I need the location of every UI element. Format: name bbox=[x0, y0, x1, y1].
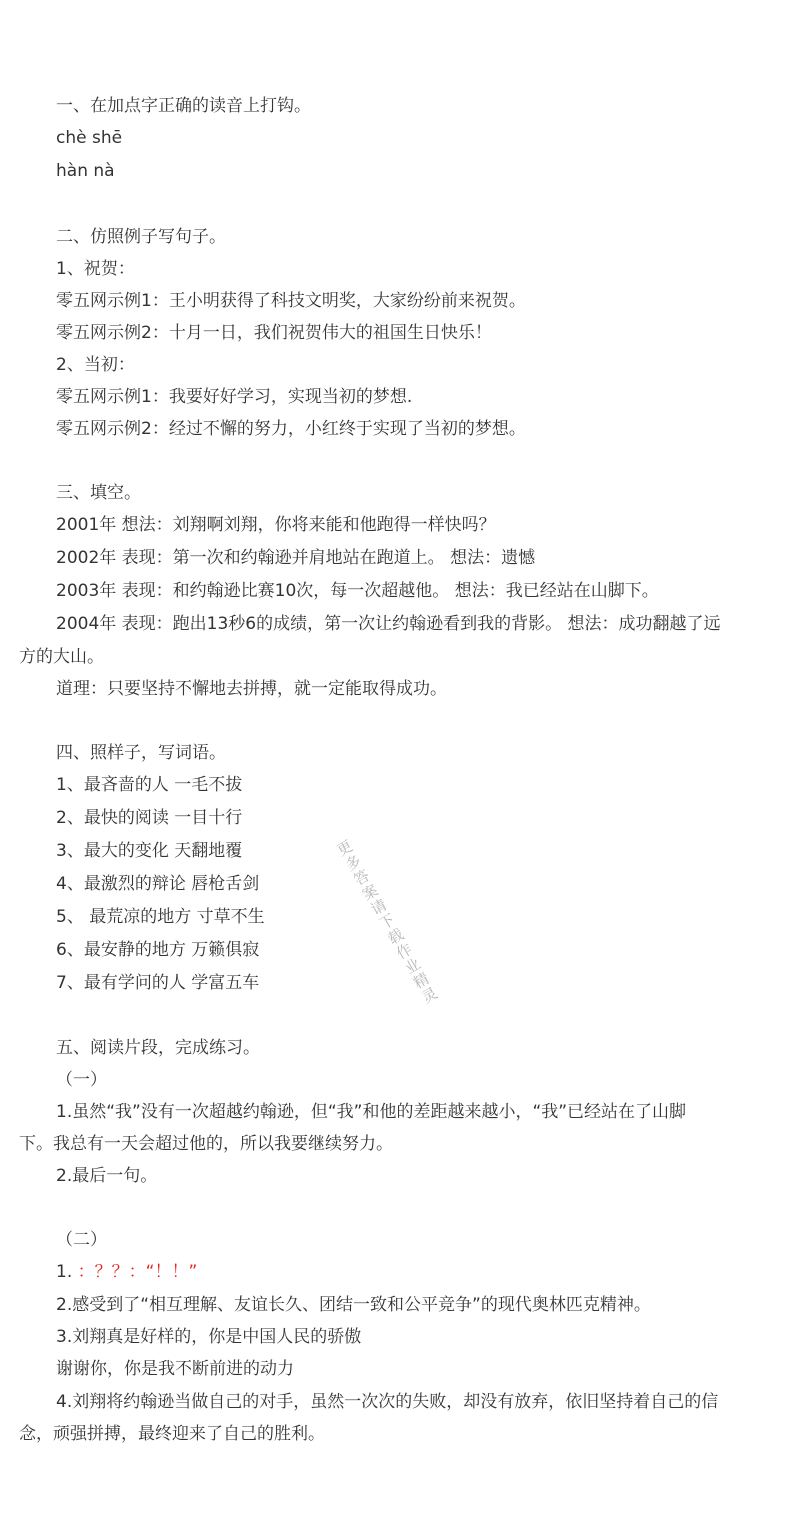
part2-answer-4b: 念，顽强拼搏，最终迎来了自己的胜利。 bbox=[19, 1424, 325, 1444]
section3-row-2002: 2002年 表现：第一次和约翰逊并肩地站在跑道上。 想法：遗憾 bbox=[56, 548, 536, 568]
section2-q2: 2、当初： bbox=[56, 355, 135, 375]
section4-item: 3、最大的变化 天翻地覆 bbox=[56, 841, 243, 861]
section5-title: 五、阅读片段，完成练习。 bbox=[56, 1038, 260, 1058]
section4-item: 5、 最荒凉的地方 寸草不生 bbox=[56, 907, 265, 927]
part1-answer-2: 2.最后一句。 bbox=[56, 1166, 158, 1186]
watermark-text: 更多答案请下载作业精灵 bbox=[332, 837, 442, 1008]
part2-answer-1 bbox=[56, 1260, 197, 1284]
part2-answer-1-number: 1. bbox=[56, 1262, 73, 1282]
section3-title: 三、填空。 bbox=[56, 483, 141, 503]
part2-answer-3a: 3.刘翔真是好样的，你是中国人民的骄傲 bbox=[56, 1327, 362, 1347]
pinyin-line-2: hàn nà bbox=[56, 161, 115, 181]
section3-row-2004-a: 2004年 表现：跑出13秒6的成绩，第一次让约翰逊看到我的背影。 想法：成功翻越了远 bbox=[56, 614, 721, 634]
pinyin-line-1: chè shē bbox=[56, 128, 123, 148]
section4-item: 7、最有学问的人 学富五车 bbox=[56, 973, 260, 993]
section4-item: 1、最吝啬的人 一毛不拔 bbox=[56, 775, 243, 795]
section2-q2-example-1: 零五网示例1：我要好好学习，实现当初的梦想. bbox=[56, 387, 413, 407]
section3-row-2003: 2003年 表现：和约翰逊比赛10次，每一次超越他。 想法：我已经站在山脚下。 bbox=[56, 581, 659, 601]
part1-answer-1b: 下。我总有一天会超过他的，所以我要继续努力。 bbox=[19, 1134, 393, 1154]
part1-label: （一） bbox=[56, 1070, 107, 1090]
part2-answer-4a: 4.刘翔将约翰逊当做自己的对手，虽然一次次的失败，却没有放弃，依旧坚持着自己的信 bbox=[56, 1392, 719, 1412]
section1-title: 一、在加点字正确的读音上打钩。 bbox=[56, 96, 311, 116]
section3-reason: 道理：只要坚持不懈地去拼搏，就一定能取得成功。 bbox=[56, 679, 447, 699]
part2-answer-3b: 谢谢你，你是我不断前进的动力 bbox=[56, 1359, 294, 1379]
part1-answer-1a: 1.虽然“我”没有一次超越约翰逊，但“我”和他的差距越来越小，“我”已经站在了山脚 bbox=[56, 1102, 687, 1122]
section4-item: 6、最安静的地方 万籁俱寂 bbox=[56, 940, 260, 960]
section4-item: 2、最快的阅读 一目十行 bbox=[56, 808, 243, 828]
part2-label: （二） bbox=[56, 1230, 107, 1250]
section4-title: 四、照样子，写词语。 bbox=[56, 743, 226, 763]
section3-row-2004-b: 方的大山。 bbox=[19, 647, 104, 667]
section3-row-2001: 2001年 想法：刘翔啊刘翔，你将来能和他跑得一样快吗？ bbox=[56, 515, 496, 535]
section2-q2-example-2: 零五网示例2：经过不懈的努力，小红终于实现了当初的梦想。 bbox=[56, 419, 526, 439]
section2-q1-example-2: 零五网示例2：十月一日，我们祝贺伟大的祖国生日快乐！ bbox=[56, 323, 492, 343]
part2-answer-2: 2.感受到了“相互理解、友谊长久、团结一致和公平竞争”的现代奥林匹克精神。 bbox=[56, 1295, 651, 1315]
section2-title: 二、仿照例子写句子。 bbox=[56, 227, 226, 247]
section2-q1-example-1: 零五网示例1：王小明获得了科技文明奖，大家纷纷前来祝贺。 bbox=[56, 291, 526, 311]
section4-item: 4、最激烈的辩论 唇枪舌剑 bbox=[56, 874, 260, 894]
section2-q1: 1、祝贺： bbox=[56, 259, 135, 279]
part2-answer-1-punctuation: ：？？：“！！” bbox=[72, 1262, 198, 1282]
